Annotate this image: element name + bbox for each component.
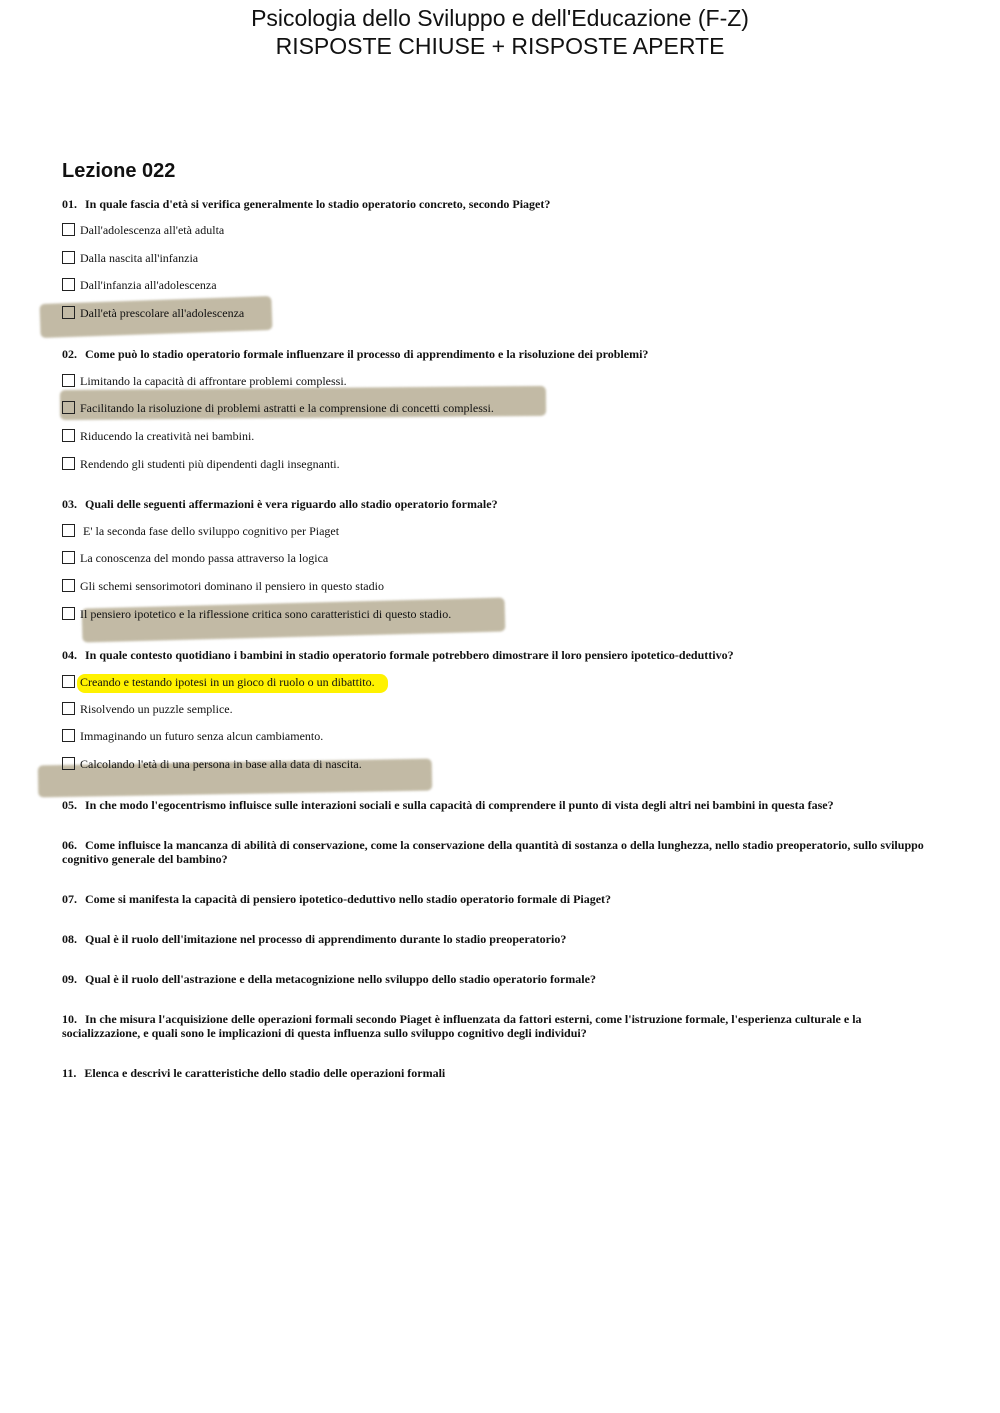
- question-text: Qual è il ruolo dell'astrazione e della metacognizione nello sviluppo dello stadio operatorio formale?: [85, 972, 596, 986]
- question-number: 02.: [62, 347, 77, 361]
- question-text: In che modo l'egocentrismo influisce sulle interazioni sociali e sulla capacità di comprendere il punto di vista degli altri nei bambini in questa fase?: [85, 798, 834, 812]
- option-label: E' la seconda fase dello sviluppo cognitivo per Piaget: [80, 524, 340, 538]
- checkbox[interactable]: [62, 306, 75, 319]
- checkbox[interactable]: [62, 524, 75, 537]
- answer-option[interactable]: [62, 606, 451, 622]
- question-08: [62, 932, 932, 946]
- option-label: Il pensiero ipotetico e la riflessione critica sono caratteristici di questo stadio.: [80, 607, 452, 621]
- question-text: In quale fascia d'età si verifica generalmente lo stadio operatorio concreto, secondo Piaget?: [85, 197, 551, 211]
- checkbox[interactable]: [62, 757, 75, 770]
- option-label: Dall'età prescolare all'adolescenza: [80, 306, 245, 320]
- option-label: Dall'infanzia all'adolescenza: [80, 278, 217, 292]
- checkbox[interactable]: [62, 223, 75, 236]
- question-number: 05.: [62, 798, 77, 812]
- question-11: [62, 1066, 932, 1080]
- question-number: 08.: [62, 932, 77, 946]
- answer-option[interactable]: [62, 456, 340, 472]
- question-06: [62, 838, 932, 866]
- course-title: Psicologia dello Sviluppo e dell'Educazione (F-Z): [251, 5, 749, 31]
- option-label: Rendendo gli studenti più dipendenti dagli insegnanti.: [80, 457, 340, 471]
- option-label: Riducendo la creatività nei bambini.: [80, 429, 255, 443]
- question-number: 09.: [62, 972, 77, 986]
- answer-option[interactable]: [62, 222, 224, 238]
- answer-option[interactable]: [62, 701, 233, 717]
- question-09: [62, 972, 932, 986]
- checkbox[interactable]: [62, 729, 75, 742]
- answer-option[interactable]: [62, 674, 375, 690]
- option-label: Limitando la capacità di affrontare problemi complessi.: [80, 374, 347, 388]
- question-04: [62, 648, 932, 662]
- option-label: Creando e testando ipotesi in un gioco di ruolo o un dibattito.: [80, 675, 375, 689]
- question-text: Quali delle seguenti affermazioni è vera riguardo allo stadio operatorio formale?: [85, 497, 498, 511]
- question-05: [62, 798, 932, 812]
- checkbox[interactable]: [62, 429, 75, 442]
- answer-option[interactable]: [62, 277, 217, 293]
- checkbox[interactable]: [62, 579, 75, 592]
- question-text: Qual è il ruolo dell'imitazione nel processo di apprendimento durante lo stadio preoperatorio?: [85, 932, 567, 946]
- question-02: [62, 347, 932, 361]
- option-label: Dalla nascita all'infanzia: [80, 251, 199, 265]
- checkbox[interactable]: [62, 401, 75, 414]
- option-label: Dall'adolescenza all'età adulta: [80, 223, 225, 237]
- question-text: Come si manifesta la capacità di pensiero ipotetico-deduttivo nello stadio operatorio formale di Piaget?: [85, 892, 612, 906]
- answer-option[interactable]: [62, 756, 362, 772]
- option-label: Risolvendo un puzzle semplice.: [80, 702, 233, 716]
- answer-option[interactable]: [62, 373, 347, 389]
- document-header: [0, 4, 1000, 60]
- checkbox[interactable]: [62, 607, 75, 620]
- answer-option[interactable]: [62, 578, 384, 594]
- question-number: 04.: [62, 648, 77, 662]
- question-text: In quale contesto quotidiano i bambini in stadio operatorio formale potrebbero dimostrare il loro pensiero ipotetico-deduttivo?: [85, 648, 734, 662]
- checkbox[interactable]: [62, 457, 75, 470]
- question-number: 10.: [62, 1012, 77, 1026]
- option-label: Facilitando la risoluzione di problemi astratti e la comprensione di concetti complessi.: [80, 401, 494, 415]
- question-text: Come può lo stadio operatorio formale influenzare il processo di apprendimento e la risoluzione dei problemi?: [85, 347, 649, 361]
- question-number: 11.: [62, 1066, 77, 1080]
- checkbox[interactable]: [62, 551, 75, 564]
- answer-option[interactable]: [62, 523, 339, 539]
- question-01: [62, 197, 932, 211]
- question-number: 01.: [62, 197, 77, 211]
- question-text: Elenca e descrivi le caratteristiche dello stadio delle operazioni formali: [84, 1066, 446, 1080]
- question-number: 03.: [62, 497, 77, 511]
- answer-option[interactable]: [62, 550, 328, 566]
- checkbox[interactable]: [62, 278, 75, 291]
- option-label: La conoscenza del mondo passa attraverso la logica: [80, 551, 329, 565]
- answer-option[interactable]: [62, 428, 254, 444]
- checkbox[interactable]: [62, 675, 75, 688]
- answer-option[interactable]: [62, 250, 198, 266]
- checkbox[interactable]: [62, 702, 75, 715]
- answer-option[interactable]: [62, 305, 244, 321]
- document-subtitle: RISPOSTE CHIUSE + RISPOSTE APERTE: [275, 33, 725, 59]
- question-text: In che misura l'acquisizione delle operazioni formali secondo Piaget è influenzata da fattori esterni, come l'istruzione formale, l'esperienza culturale e la socializzazione, e quali sono le implicazioni di questa influenza sullo sviluppo cognitivo degli individui?: [62, 1012, 862, 1040]
- answer-option[interactable]: [62, 400, 494, 416]
- question-text: Come influisce la mancanza di abilità di conservazione, come la conservazione della quantità di sostanza o della lunghezza, nello stadio preoperatorio, sullo sviluppo cognitivo generale del bambino?: [62, 838, 924, 866]
- question-10: [62, 1012, 932, 1040]
- lesson-title: Lezione 022: [62, 160, 176, 182]
- option-label: Immaginando un futuro senza alcun cambiamento.: [80, 729, 324, 743]
- question-number: 06.: [62, 838, 77, 852]
- checkbox[interactable]: [62, 374, 75, 387]
- option-label: Gli schemi sensorimotori dominano il pensiero in questo stadio: [80, 579, 384, 593]
- answer-option[interactable]: [62, 728, 323, 744]
- checkbox[interactable]: [62, 251, 75, 264]
- question-03: [62, 497, 932, 511]
- option-label: Calcolando l'età di una persona in base alla data di nascita.: [80, 757, 362, 771]
- question-number: 07.: [62, 892, 77, 906]
- question-07: [62, 892, 932, 906]
